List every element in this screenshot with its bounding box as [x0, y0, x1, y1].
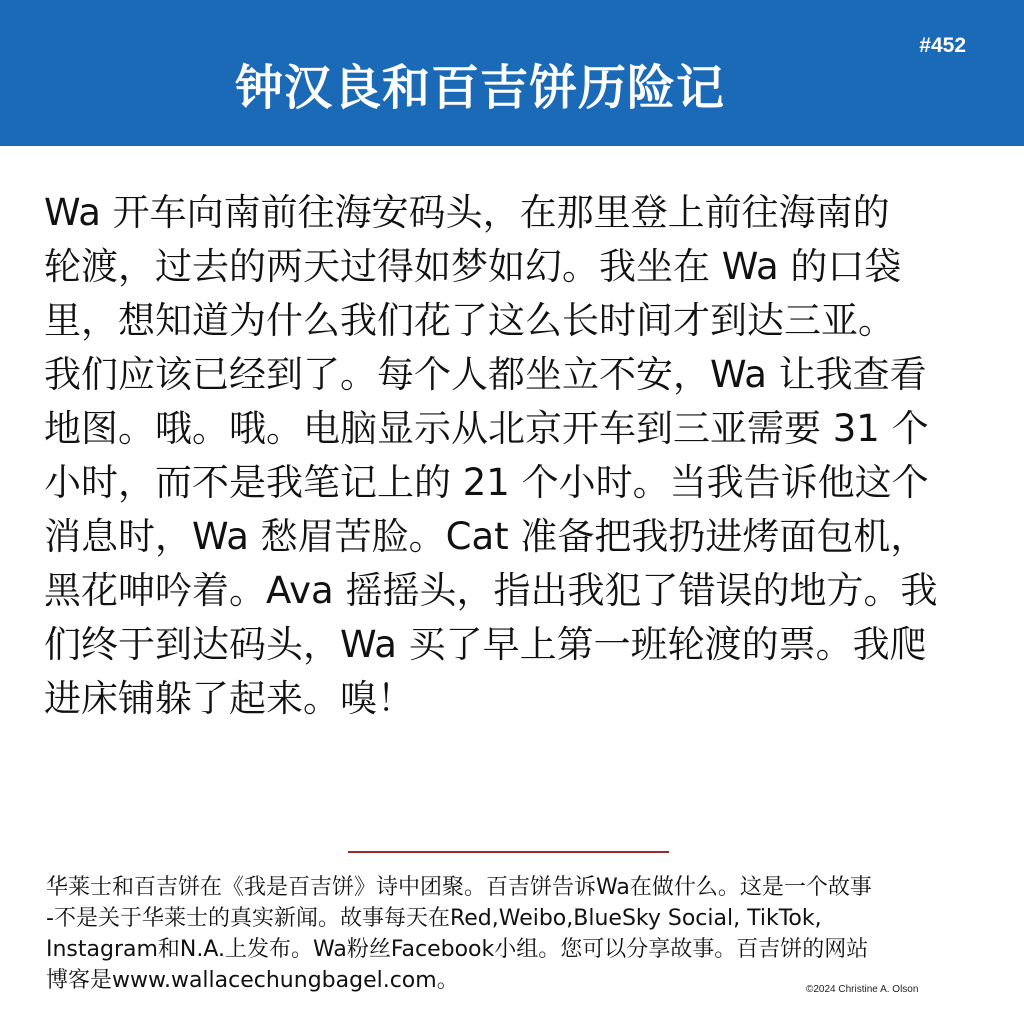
issue-number: #452 [919, 34, 966, 57]
story-line: 轮渡，过去的两天过得如梦如幻。我坐在 Wa 的口袋 [44, 245, 902, 288]
footer-line: -不是关于华莱士的真实新闻。故事每天在Red,Weibo,BlueSky Social, TikTok, [46, 906, 822, 931]
story-line: Wa 开车向南前往海安码头，在那里登上前往海南的 [44, 191, 890, 234]
footer-line: 华莱士和百吉饼在《我是百吉饼》诗中团聚。百吉饼告诉Wa在做什么。这是一个故事 [46, 875, 872, 900]
story-line: 小时，而不是我笔记上的 21 个小时。当我告诉他这个 [44, 461, 929, 504]
story-line: 里，想知道为什么我们花了这么长时间才到达三亚。 [44, 299, 895, 342]
story-line: 黑花呻吟着。Ava 摇摇头，指出我犯了错误的地方。我 [44, 569, 938, 612]
page-title: 钟汉良和百吉饼历险记 [234, 60, 725, 116]
story-line: 进床铺躲了起来。嗅！ [44, 677, 414, 720]
footer-line: 博客是www.wallacechungbagel.com。 [46, 968, 459, 993]
copyright-notice: ©2024 Christine A. Olson [806, 984, 919, 995]
story-line: 消息时，Wa 愁眉苦脸。Cat 准备把我扔进烤面包机， [44, 515, 928, 558]
story-line: 们终于到达码头，Wa 买了早上第一班轮渡的票。我爬 [44, 623, 927, 666]
story-line: 我们应该已经到了。每个人都坐立不安，Wa 让我查看 [44, 353, 927, 396]
footer-note [46, 872, 986, 996]
footer-divider [348, 851, 669, 853]
story-line: 地图。哦。哦。电脑显示从北京开车到三亚需要 31 个 [44, 407, 929, 450]
footer-line: Instagram和N.A.上发布。Wa粉丝Facebook小组。您可以分享故事。百吉饼的网站 [46, 937, 869, 962]
header-banner [0, 0, 1024, 146]
story-text [44, 186, 984, 726]
